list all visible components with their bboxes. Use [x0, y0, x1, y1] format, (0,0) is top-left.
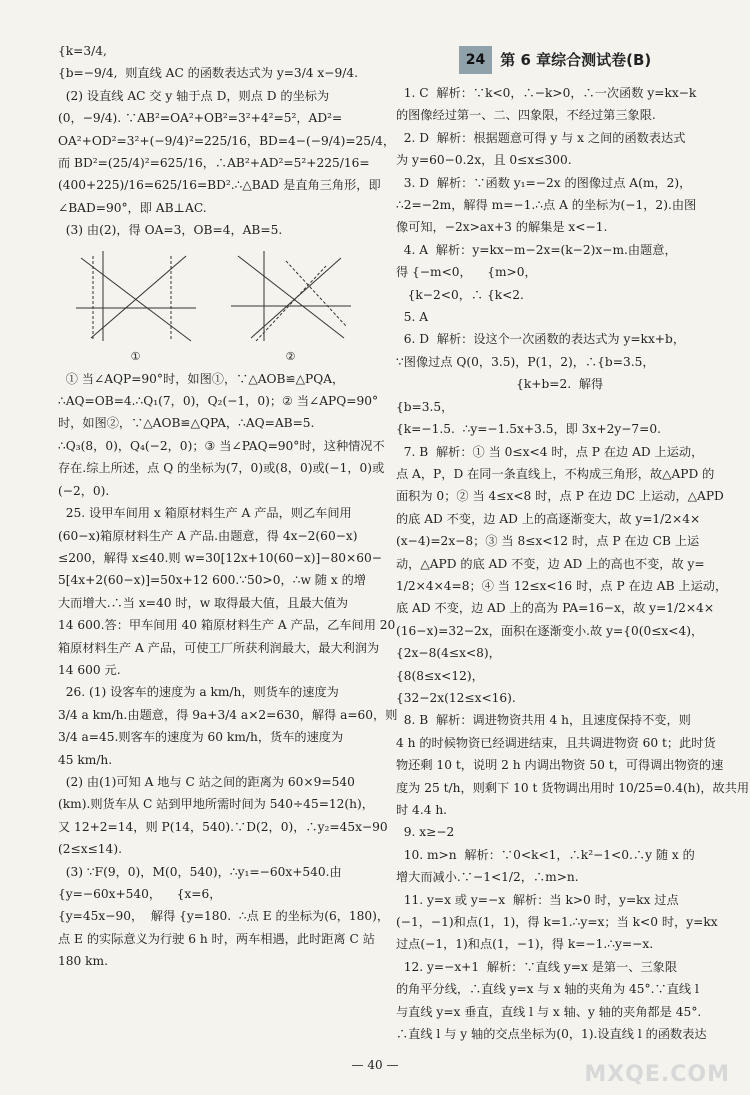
section-number: 24 — [459, 46, 492, 74]
left-column — [58, 40, 398, 973]
right-column — [396, 40, 750, 1045]
right-text: 1. C 解析：∵k<0，∴−k>0，∴一次函数 y=kx−k 的图像经过第一、二、四象限，不经过第三象限. 2. D 解析：根据题意可得 y 与 x 之间的函数表达式 为 y=60−0.2x，且 0≤x≤300. 3. D 解析：∵函数 y₁=−2x 的图像过点 A(m，2)， ∴2=−2m，解得 m=−1.∴点 A 的坐标为(−1，2).由图 像可知，−2x>ax+3 的解集是 x<−1. 4. A 解析：y=kx−m−2x=(k−2)x−m.由题意， 得 {−m<0， {m>0， {k−2<0，∴ {k<2. 5. A 6. D 解析：设这个一次函数的表达式为 y=kx+b， ∵图像过点 Q(0，3.5)，P(1，2)，∴{b=3.5， {k+b=2. 解得 {b=3.5， {k=−1.5. ∴y=−1.5x+3.5，即 3x+2y−7=0. 7. B 解析：① 当 0≤x<4 时，点 P 在边 AD 上运动， 点 A，P，D 在同一条直线上，不构成三角形，故△APD 的 面积为 0；② 当 4≤x<8 时，点 P 在边 DC 上运动，△APD 的底 AD 不变，边 AD 上的高逐渐变大，故 y=1/2×4× (x−4)=2x−8；③ 当 8≤x<12 时，点 P 在边 CB 上运 动，△APD 的底 AD 不变，边 AD 上的高也不变，故 y= 1/2×4×4=8；④ 当 12≤x<16 时，点 P 在边 AB 上运动， 底 AD 不变，边 AD 上的高为 PA=16−x，故 y=1/2×4× (16−x)=32−2x，面积在逐渐变小.故 y={0(0≤x<4)， {2x−8(4≤x<8)， {8(8≤x<12)， {32−2x(12≤x<16). 8. B 解析：调进物资共用 4 h，且速度保持不变，则 4 h 的时候物资已经调进结束，且共调进物资 60 t；此时货 物还剩 10 t，说明 2 h 内调出物资 50 t，可得调出物资的速 度为 25 t/h，则剩下 10 t 货物调出用时 10/25=0.4(h)，故共用 时 4.4 h. 9. x≥−2 10. m>n 解析：∵0<k<1，∴k²−1<0.∴y 随 x 的 增大而减小.∵−1<1/2，∴m>n. 11. y=x 或 y=−x 解析：当 k>0 时，y=kx 过点 (−1，−1)和点(1，1)，得 k=1.∴y=x；当 k<0 时，y=kx 过点(−1，1)和点(1，−1)，得 k=−1.∴y=−x. 12. y=−x+1 解析：∵直线 y=x 是第一、三象限 的角平分线，∴直线 y=x 与 x 轴的夹角为 45°.∵直线 l 与直线 y=x 垂直，直线 l 与 x 轴、y 轴的夹角都是 45°. ∴直线 l 与 y 轴的交点坐标为(0，1).设直线 l 的函数表达 — [396, 86, 750, 1042]
figure-2 — [226, 246, 356, 366]
figure-1-diagram — [71, 246, 201, 346]
left-text-bottom: ① 当∠AQP=90°时，如图①，∵△AOB≌△PQA， ∴AQ=OB=4.∴Q₁(7，0)，Q₂(−1，0)；② 当∠APQ=90° 时，如图②，∵△AOB≌△QPA，∴AQ=AB=5. ∴Q₃(8，0)，Q₄(−2，0)；③ 当∠PAQ=90°时，这种情况不 存在.综上所述，点 Q 的坐标为(7，0)或(8，0)或(−1，0)或 (−2，0). 25. 设甲车间用 x 箱原材料生产 A 产品，则乙车间用 (60−x)箱原材料生产 A 产品.由题意，得 4x−2(60−x) ≤200，解得 x≤40.则 w=30[12x+10(60−x)]−80×60− 5[4x+2(60−x)]=50x+12 600.∵50>0，∴w 随 x 的增 大而增大.∴当 x=40 时，w 取得最大值，且最大值为 14 600.答：甲车间用 40 箱原材料生产 A 产品，乙车间用 20 箱原材料生产 A 产品，可使工厂所获利润最大，最大利润为 14 600 元. 26. (1) 设客车的速度为 a km/h，则货车的速度为 3/4 a km/h.由题意，得 9a+3/4 a×2=630，解得 a=60，则 3/4 a=45.则客车的速度为 60 km/h，货车的速度为 45 km/h. (2) 由(1)可知 A 地与 C 站之间的距离为 60×9=540 (km).则货车从 C 站到甲地所需时间为 540÷45=12(h)， 又 12+2=14，则 P(14，540).∵D(2，0)，∴y₂=45x−90 (2≤x≤14). (3) ∵F(9，0)，M(0，540)，∴y₁=−60x+540.由 {y=−60x+540， {x=6， {y=45x−90， 解得 {y=180. ∴点 E 的坐标为(6，180)， 点 E 的实际意义为行驶 6 h 时，两车相遇，此时距离 C 站 180 km. — [58, 371, 398, 969]
page-number: — 40 — — [351, 1058, 399, 1072]
figure-1-label: ① — [130, 349, 141, 363]
watermark: MXQE.COM — [584, 1062, 730, 1087]
figure-2-diagram — [226, 246, 356, 346]
section-title: 第 6 章综合测试卷(B) — [500, 50, 652, 69]
figure-1 — [71, 246, 201, 366]
figure-2-label: ② — [285, 349, 296, 363]
figures — [58, 246, 368, 366]
section-header — [396, 40, 714, 80]
left-text-top: {k=3/4, {b=−9/4, 则直线 AC 的函数表达式为 y=3/4 x−9/4. (2) 设直线 AC 交 y 轴于点 D，则点 D 的坐标为 (0，−9/4). ∵AB²=OA²+OB²=3²+4²=5²，AD²= OA²+OD²=3²+(−9/4)²=225/16，BD=4−(−9/4)=25/4， 而 BD²=(25/4)²=625/16，∴AB²+AD²=5²+225/16= (400+225)/16=625/16=BD².∴△BAD 是直角三角形，即 ∠BAD=90°，即 AB⊥AC. (3) 由(2)，得 OA=3，OB=4，AB=5. — [58, 44, 396, 238]
